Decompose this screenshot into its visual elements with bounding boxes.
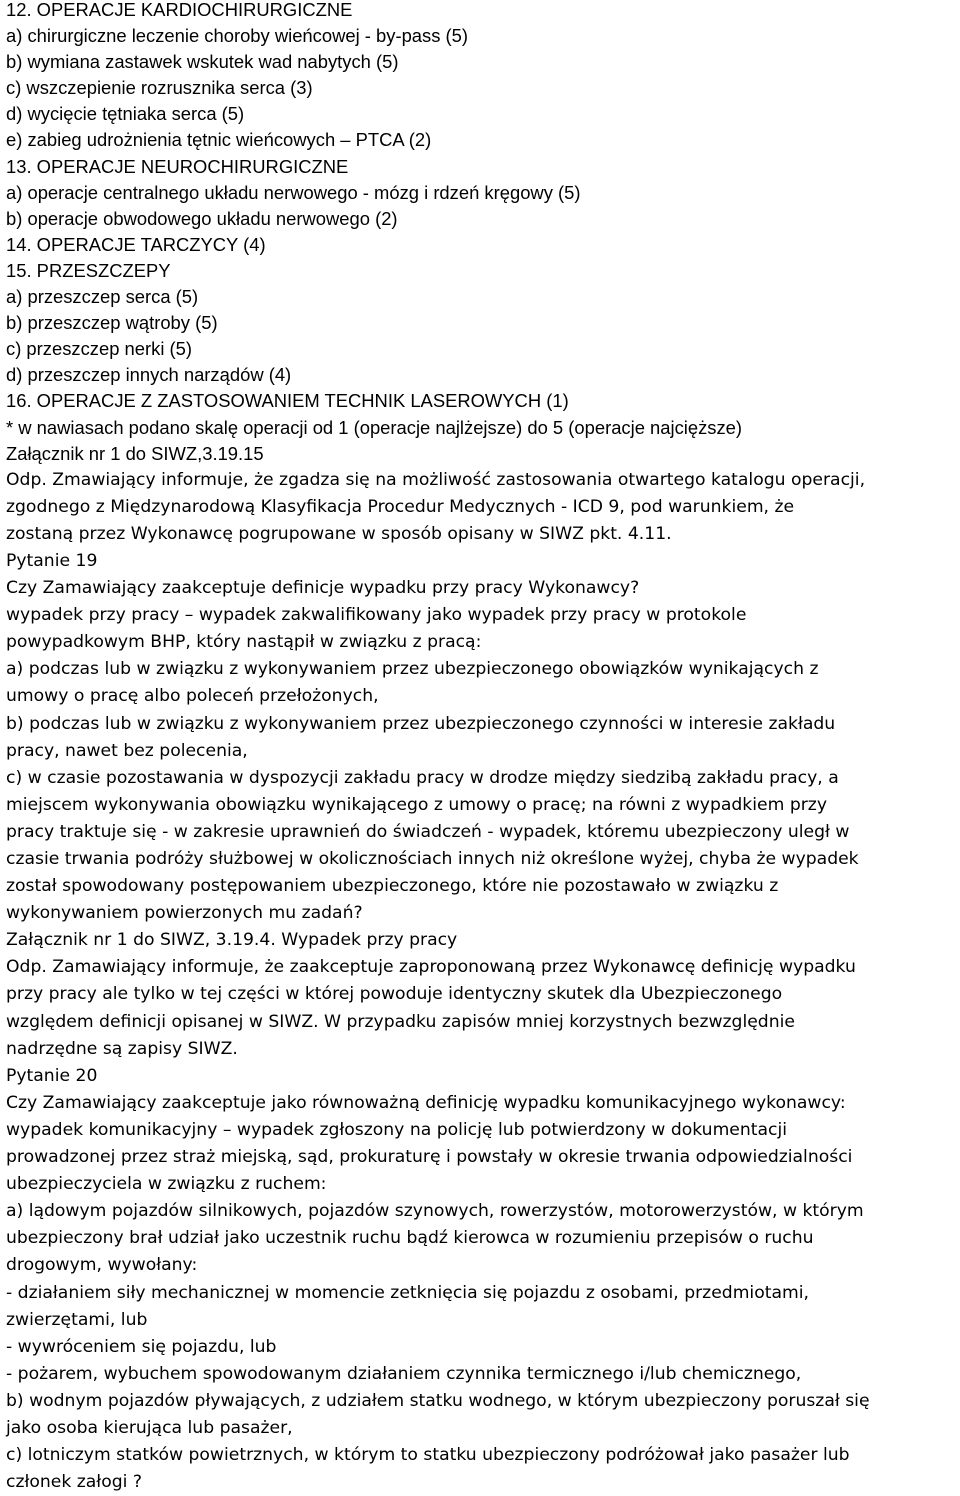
text-line: pracy, nawet bez polecenia, [6,740,248,761]
text-line: jako osoba kierująca lub pasażer, [6,1417,293,1438]
text-line: zgodnego z Międzynarodową Klasyfikacja Procedur Medycznych - ICD 9, pod warunkiem, że [6,496,795,517]
text-line: Odp. Zmawiający informuje, że zgadza się na możliwość zastosowania otwartego katalogu operacji, [6,469,866,490]
text-line: c) przeszczep nerki (5) [6,338,192,360]
text-line: a) przeszczep serca (5) [6,286,199,308]
text-line: powypadkowym BHP, który nastąpił w związku z pracą: [6,632,482,653]
text-line: miejscem wykonywania obowiązku wynikającego z umowy o pracę; na równi z wypadkiem przy [6,794,827,815]
text-line: ubezpieczyciela w związku z ruchem: [6,1174,327,1195]
text-line: Załącznik nr 1 do SIWZ, 3.19.4. Wypadek przy pracy [6,930,458,951]
text-line: b) operacje obwodowego układu nerwowego (2) [6,207,398,229]
text-line: 14. OPERACJE TARCZYCY (4) [6,233,266,255]
answers-section [6,467,956,1496]
text-line: a) chirurgiczne leczenie choroby wieńcowej - by-pass (5) [6,25,469,47]
text-line: 12. OPERACJE KARDIOCHIRURGICZNE [6,0,353,20]
text-line: drogowym, wywołany: [6,1255,198,1276]
text-line: zostaną przez Wykonawcę pogrupowane w sposób opisany w SIWZ pkt. 4.11. [6,523,672,544]
text-line: Czy Zamawiający zaakceptuje definicje wypadku przy pracy Wykonawcy? [6,578,640,599]
text-line: Odp. Zamawiający informuje, że zaakceptuje zaproponowaną przez Wykonawcę definicję wypadku [6,957,856,978]
operations-list-section [6,0,956,467]
document-page [6,0,956,1496]
text-line: c) wszczepienie rozrusznika serca (3) [6,77,313,99]
text-line: - wywróceniem się pojazdu, lub [6,1336,277,1357]
text-line: * w nawiasach podano skalę operacji od 1 (operacje najlżejsze) do 5 (operacje najcięższe) [6,416,743,438]
text-line: wypadek komunikacyjny – wypadek zgłoszony na policję lub potwierdzony w dokumentacji [6,1119,788,1140]
text-line: d) przeszczep innych narządów (4) [6,364,292,386]
text-line: - pożarem, wybuchem spowodowanym działaniem czynnika termicznego i/lub chemicznego, [6,1363,802,1384]
text-line: członek załogi ? [6,1472,142,1493]
text-line: 16. OPERACJE Z ZASTOSOWANIEM TECHNIK LASEROWYCH (1) [6,390,569,412]
text-line: b) przeszczep wątroby (5) [6,312,218,334]
text-line: wypadek przy pracy – wypadek zakwalifikowany jako wypadek przy pracy w protokole [6,605,747,626]
text-line: Czy Zamawiający zaakceptuje jako równoważną definicję wypadku komunikacyjnego wykonawcy: [6,1092,846,1113]
text-line: prowadzonej przez straż miejską, sąd, prokuraturę i powstały w okresie trwania odpowiedzialności [6,1147,853,1168]
text-line: nadrzędne są zapisy SIWZ. [6,1038,238,1059]
question-heading: Pytanie 20 [6,1065,98,1086]
text-line: czasie trwania podróży służbowej w okolicznościach innych niż określone wyżej, chyba że wypadek [6,849,859,869]
question-heading: Pytanie 19 [6,550,98,571]
text-line: został spowodowany postępowaniem ubezpieczonego, które nie pozostawało w związku z [6,876,779,897]
text-line: 13. OPERACJE NEUROCHIRURGICZNE [6,155,349,177]
text-line: b) podczas lub w związku z wykonywaniem przez ubezpieczonego czynności w interesie zakładu [6,713,836,734]
text-line: ubezpieczony brał udział jako uczestnik ruchu bądź kierowca w rozumieniu przepisów o ruchu [6,1228,814,1249]
text-line: Załącznik nr 1 do SIWZ,3.19.15 [6,442,264,464]
text-line: zwierzętami, lub [6,1309,148,1330]
text-line: pracy traktuje się - w zakresie uprawnień do świadczeń - wypadek, któremu ubezpieczony uległ w [6,821,850,842]
text-line: 15. PRZESZCZEPY [6,259,171,281]
text-line: a) lądowym pojazdów silnikowych, pojazdów szynowych, rowerzystów, motorowerzystów, w którym [6,1201,864,1222]
text-line: d) wycięcie tętniaka serca (5) [6,103,245,125]
text-line: a) podczas lub w związku z wykonywaniem przez ubezpieczonego obowiązków wynikających z [6,659,819,680]
text-line: umowy o pracę albo poleceń przełożonych, [6,686,379,707]
text-line: e) zabieg udrożnienia tętnic wieńcowych – PTCA (2) [6,129,432,151]
text-line: c) w czasie pozostawania w dyspozycji zakładu pracy w drodze między siedzibą zakładu pracy, a [6,767,839,788]
text-line: - działaniem siły mechanicznej w momencie zetknięcia się pojazdu z osobami, przedmiotami, [6,1282,809,1303]
text-line: przy pracy ale tylko w tej części w której powoduje identyczny skutek dla Ubezpieczonego [6,984,783,1005]
text-line: względem definicji opisanej w SIWZ. W przypadku zapisów mniej korzystnych bezwzględnie [6,1011,795,1032]
text-line: wykonywaniem powierzonych mu zadań? [6,903,363,924]
text-line: b) wymiana zastawek wskutek wad nabytych (5) [6,51,399,73]
text-line: c) lotniczym statków powietrznych, w którym to statku ubezpieczony podróżował jako pasażer lub [6,1445,850,1466]
text-line: b) wodnym pojazdów pływających, z udziałem statku wodnego, w którym ubezpieczony poruszał się [6,1390,870,1411]
text-line: a) operacje centralnego układu nerwowego - mózg i rdzeń kręgowy (5) [6,181,581,203]
